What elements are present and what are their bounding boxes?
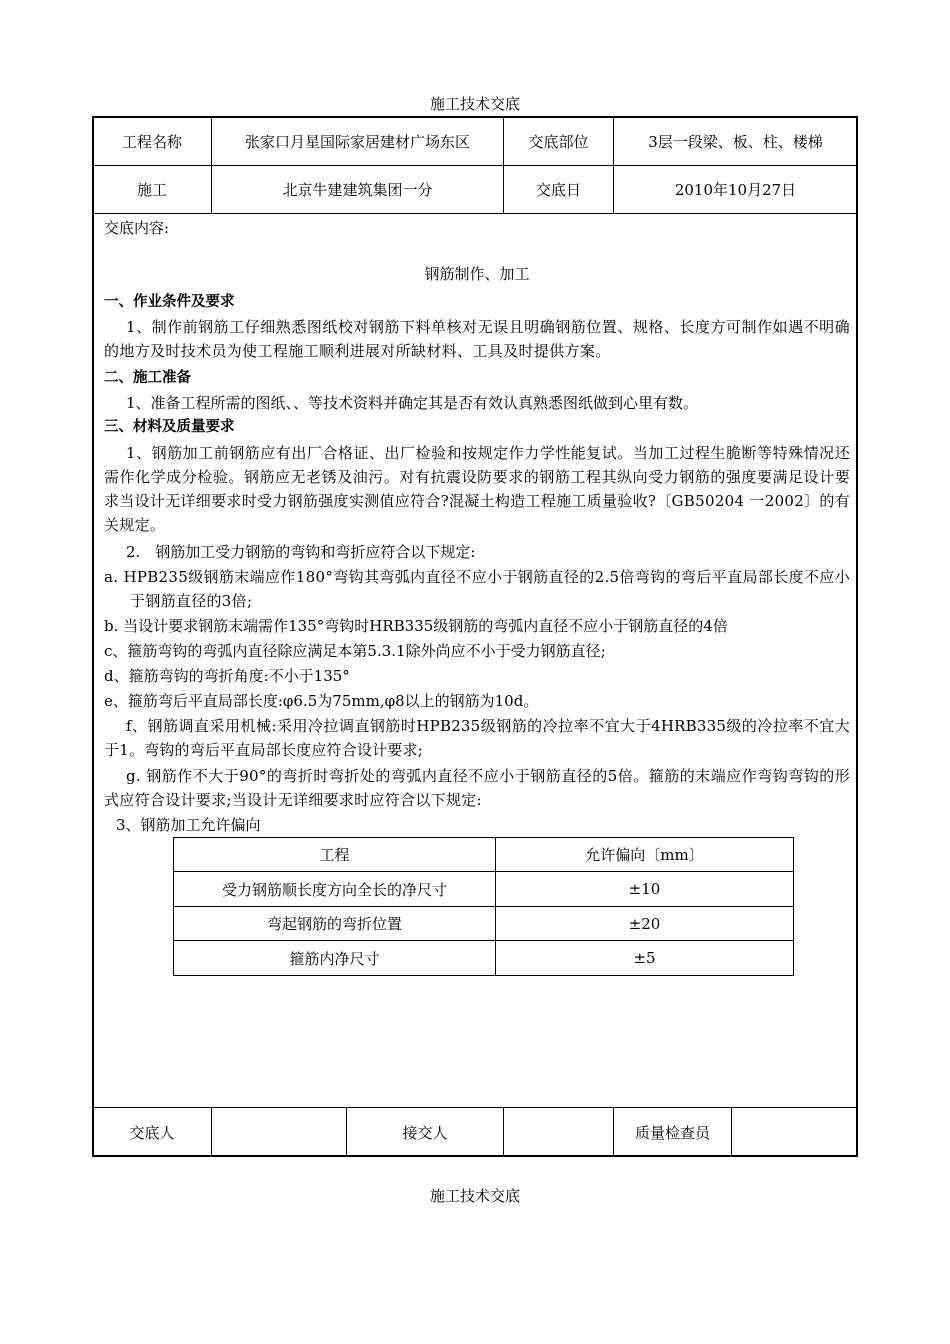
content-label: 交底内容:: [104, 219, 170, 237]
table-header-tolerance: 允许偏向〔mm〕: [585, 846, 704, 864]
section-3-title: 三、材料及质量要求: [104, 419, 235, 435]
section-2-paragraph: 1、准备工程所需的图纸、、等技术资料并确定其是否有效认真熟悉图纸做到心里有数。: [126, 394, 699, 412]
builder-label: 施工: [136, 181, 167, 199]
project-name-value: 张家口月星国际家居建材广场东区: [244, 132, 470, 151]
receiver-label: 接交人: [402, 1123, 448, 1142]
table-header-item: 工程: [319, 846, 350, 864]
disclosure-date-label: 交底日: [535, 181, 581, 199]
divider: [93, 213, 857, 214]
next-page-title: 施工技术交底: [429, 1187, 520, 1205]
disclosure-location-label: 交底部位: [528, 132, 589, 151]
builder-value: 北京牛建建筑集团一分: [282, 181, 433, 199]
rule-c: c、箍筋弯钩的弯弧内直径除应满足本第5.3.1除外尚应不小于受力钢筋直径;: [104, 642, 606, 660]
section-3-paragraph-3: 3、钢筋加工允许偏向: [116, 816, 261, 834]
rule-a: a. HPB235级钢筋末端应作180°弯钩其弯弧内直径不应小于钢筋直径的2.5倍弯钩的弯后平直局部长度不应小于钢筋直径的3倍;: [104, 568, 850, 610]
table-cell: ±5: [633, 949, 656, 967]
discloser-label: 交底人: [129, 1123, 175, 1142]
section-2-title: 二、施工准备: [104, 370, 191, 386]
table-cell: ±10: [628, 880, 661, 898]
document-title: 施工技术交底: [429, 95, 520, 113]
rule-e: e、箍筋弯后平直局部长度:φ6.5为75mm,φ8以上的钢筋为10d。: [104, 692, 539, 710]
disclosure-date-value: 2010年10月27日: [674, 181, 797, 199]
disclosure-location-value: 3层一段梁、板、柱、楼梯: [648, 132, 823, 151]
receiver-signature-field[interactable]: [504, 1108, 613, 1156]
rule-g: g. 钢筋作不大于90°的弯折时弯折处的弯弧内直径不应小于钢筋直径的5倍。箍筋的末端应作弯钩弯钩的形式应符合设计要求;当设计无详细要求时应符合以下规定:: [104, 767, 850, 809]
content-subject: 钢筋制作、加工: [424, 265, 530, 283]
section-1-title: 一、作业条件及要求: [104, 294, 235, 310]
project-name-label: 工程名称: [121, 132, 182, 151]
table-cell: 箍筋内净尺寸: [289, 949, 380, 968]
inspector-signature-field[interactable]: [732, 1108, 857, 1156]
rule-f: f、钢筋调直采用机械:采用冷拉调直钢筋时HPB235级钢筋的冷拉率不宜大于4HRB335级的冷拉率不宜大于1。弯钩的弯后平直局部长度应符合设计要求;: [104, 717, 850, 759]
rule-d: d、箍筋弯钩的弯折角度:不小于135°: [104, 667, 350, 685]
table-cell: 弯起钢筋的弯折位置: [266, 915, 402, 933]
section-3-paragraph-2: 2. 钢筋加工受力钢筋的弯钩和弯折应符合以下规定:: [126, 543, 476, 561]
table-cell: ±20: [628, 914, 661, 933]
table-cell: 受力钢筋顺长度方向全长的净尺寸: [221, 880, 447, 899]
section-1-paragraph: 1、制作前钢筋工仔细熟悉图纸校对钢筋下料单核对无误且明确钢筋位置、规格、长度方可制作如遇不明确的地方及时技术员为使工程施工顺利进展对所缺材料、工具及时提供方案。: [104, 318, 850, 360]
rule-b: b. 当设计要求钢筋末端需作135°弯钩时HRB335级钢筋的弯弧内直径不应小于钢筋直径的4倍: [104, 617, 728, 635]
discloser-signature-field[interactable]: [212, 1108, 346, 1156]
section-3-paragraph-1: 1、钢筋加工前钢筋应有出厂合格证、出厂检验和按规定作力学性能复试。当加工过程生脆断等特殊情况还需作化学成分检验。钢筋应无老锈及油污。对有抗震设防要求的钢筋工程其纵向受力钢筋的强度要满足设计要求当设计无详细要求时受力钢筋强度实测值应符合?混凝土构造工程施工质量验收?〔GB50204 一2002〕的有关规定。: [104, 444, 850, 534]
inspector-label: 质量检查员: [634, 1123, 710, 1142]
